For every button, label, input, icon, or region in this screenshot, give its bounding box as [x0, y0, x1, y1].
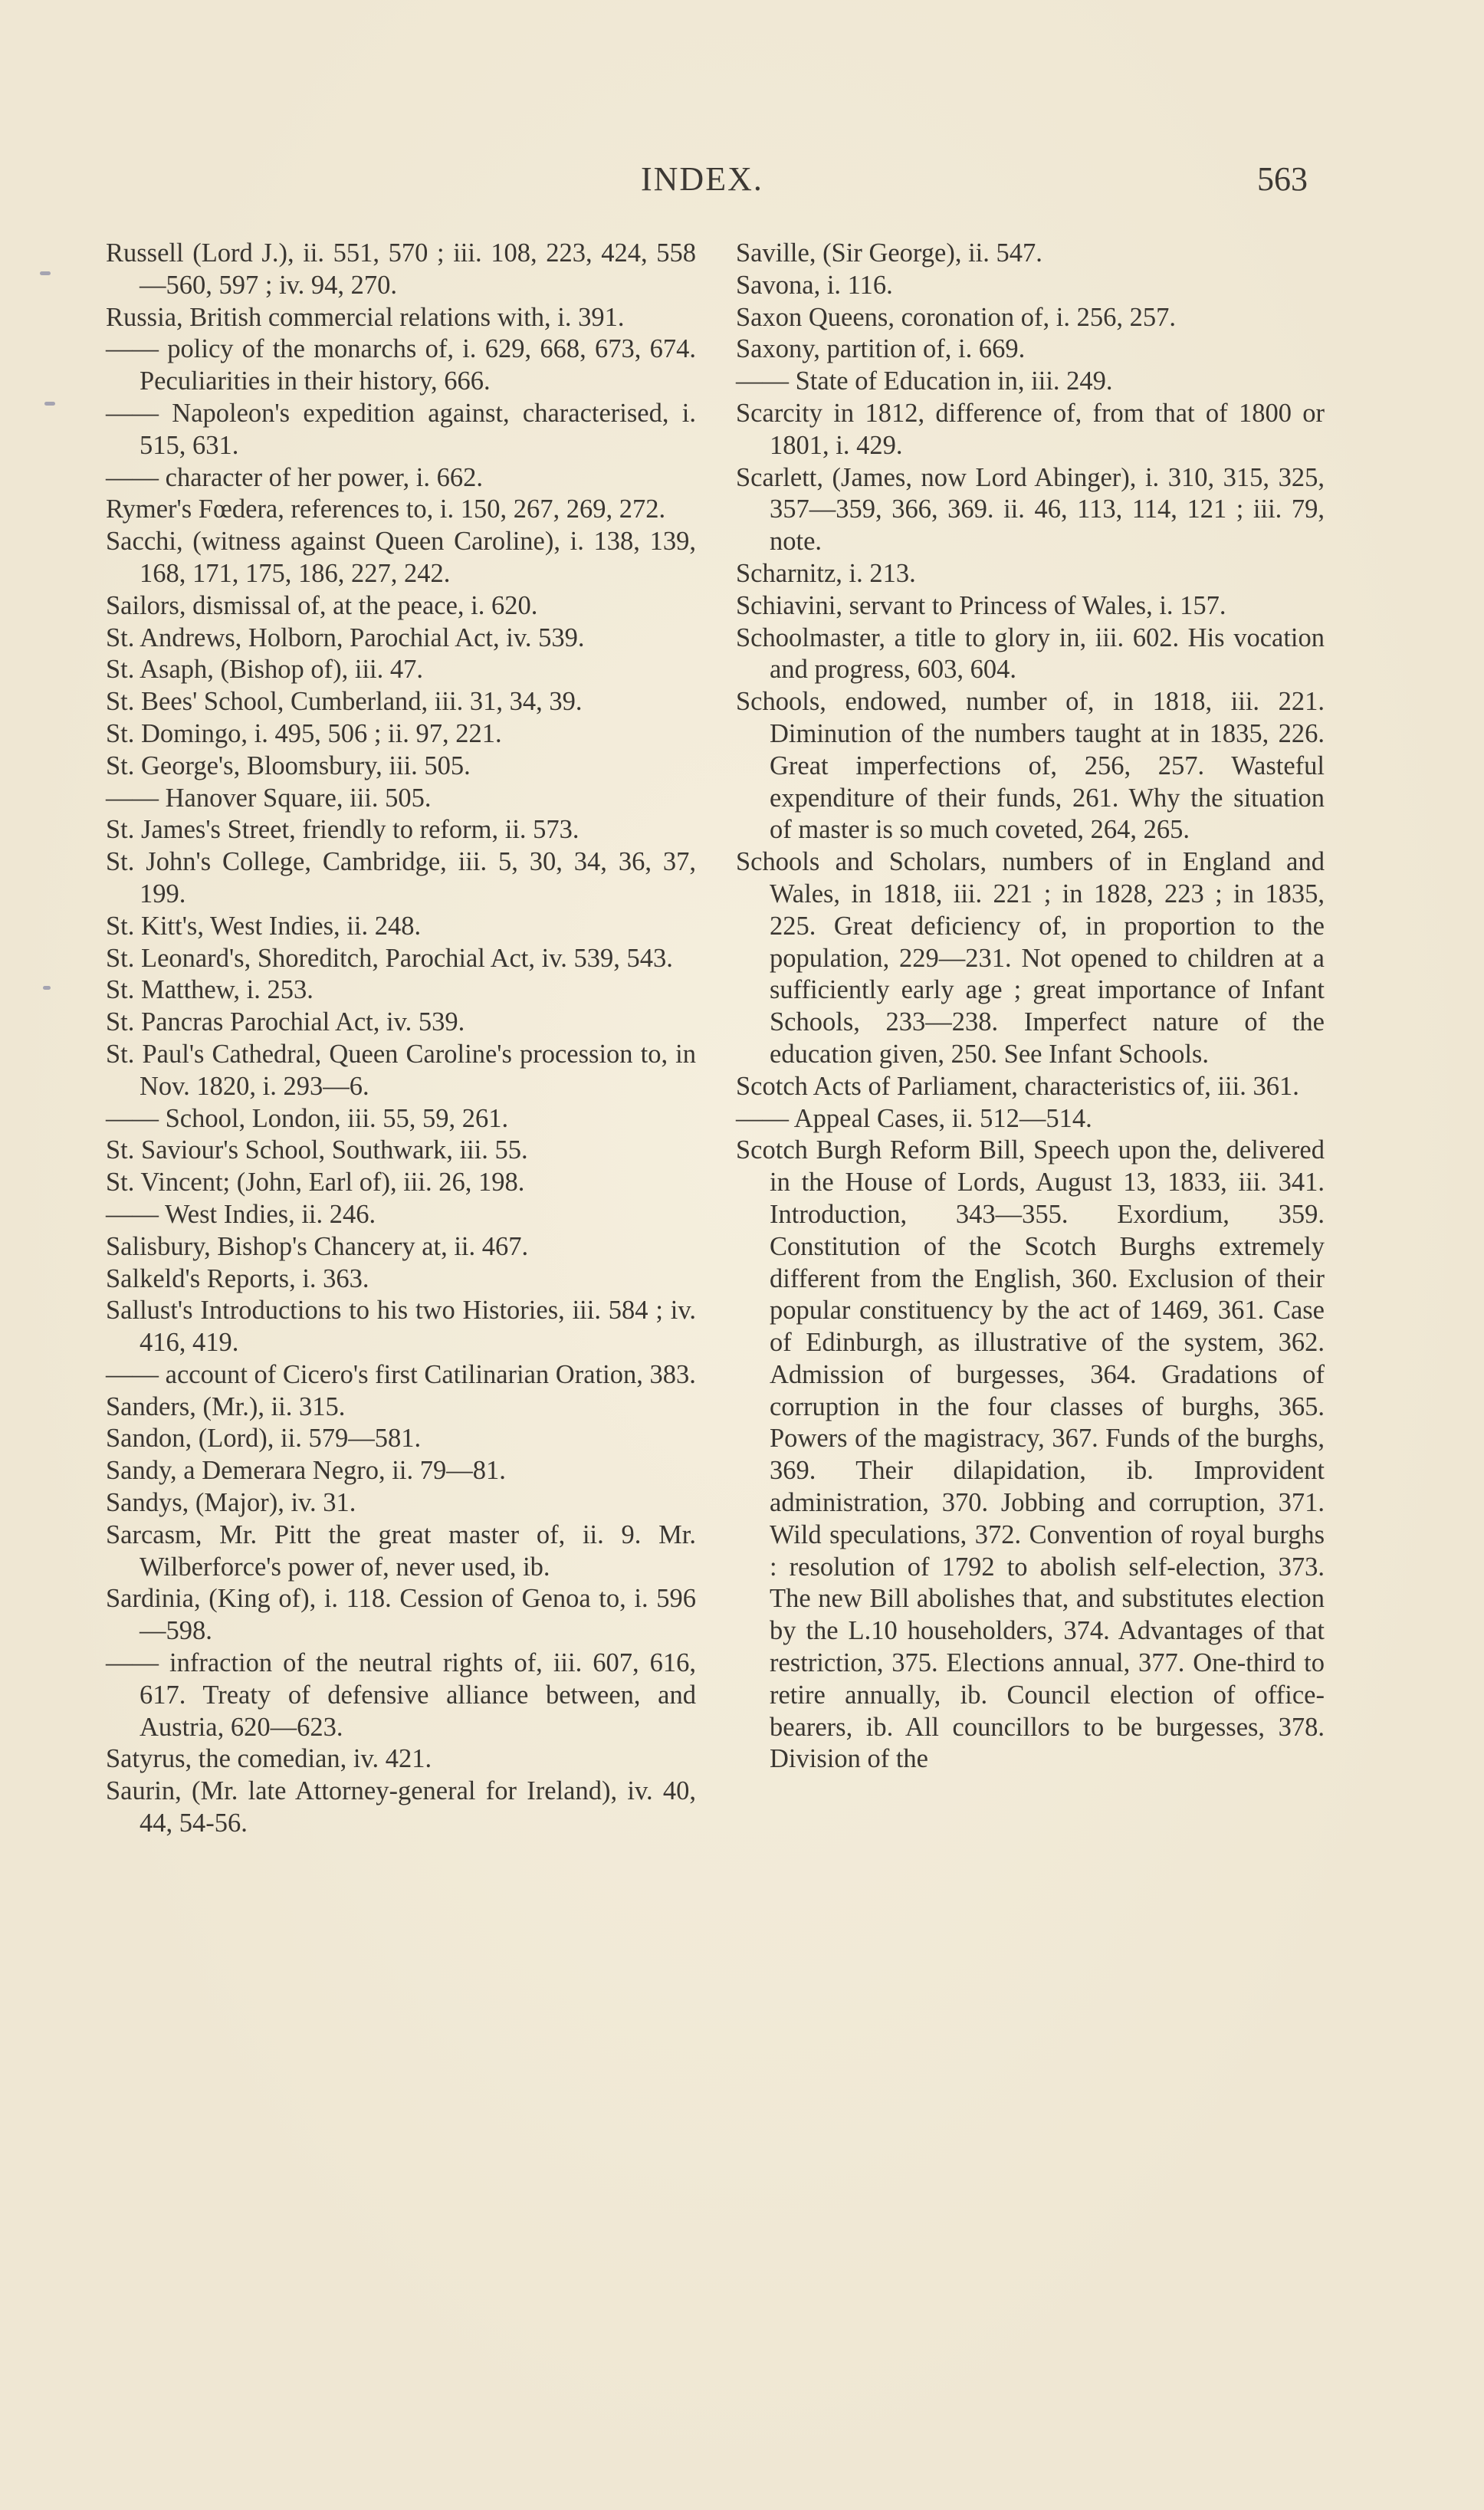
index-entry: Sacchi, (witness against Queen Caroline), i. 138, 139, 168, 171, 175, 186, 227, 242.	[106, 527, 696, 588]
index-entry: Russell (Lord J.), ii. 551, 570 ; iii. 108, 223, 424, 558—560, 597 ; iv. 94, 270.	[106, 238, 696, 300]
index-entry: Sanders, (Mr.), ii. 315.	[106, 1391, 346, 1421]
index-entry: St. Bees' School, Cumberland, iii. 31, 34, 39.	[106, 687, 583, 717]
index-entry: —— account of Cicero's first Catilinarian Oration, 383.	[106, 1359, 696, 1389]
index-entry: Schiavini, servant to Princess of Wales, i. 157.	[736, 590, 1226, 620]
index-entry: Sardinia, (King of), i. 118. Cession of Genoa to, i. 596—598.	[106, 1584, 696, 1646]
index-entry: St. James's Street, friendly to reform, ii. 573.	[106, 815, 579, 845]
index-entry: —— State of Education in, iii. 249.	[736, 366, 1113, 396]
index-entry: Salkeld's Reports, i. 363.	[106, 1263, 369, 1293]
page-number: 563	[1257, 160, 1308, 198]
index-entry: St. Pancras Parochial Act, iv. 539.	[106, 1007, 465, 1037]
index-entry: —— Napoleon's expedition against, characterised, i. 515, 631.	[106, 398, 696, 460]
index-entry: Schoolmaster, a title to glory in, iii. 602. His vocation and progress, 603, 604.	[736, 623, 1325, 685]
index-entry: St. Vincent; (John, Earl of), iii. 26, 198.	[106, 1168, 525, 1198]
index-entry: Savona, i. 116.	[736, 270, 893, 300]
index-entry: Sailors, dismissal of, at the peace, i. 620.	[106, 590, 538, 620]
index-entry: St. Saviour's School, Southwark, iii. 55.	[106, 1135, 528, 1165]
ink-speck	[40, 271, 51, 275]
index-entry: Sandy, a Demerara Negro, ii. 79—81.	[106, 1456, 506, 1486]
index-entry: —— West Indies, ii. 246.	[106, 1199, 376, 1229]
index-entry: —— Appeal Cases, ii. 512—514.	[736, 1103, 1092, 1133]
index-entry: St. Paul's Cathedral, Queen Caroline's procession to, in Nov. 1820, i. 293—6.	[106, 1039, 696, 1101]
index-entry: —— character of her power, i. 662.	[106, 462, 483, 492]
index-entry: St. Matthew, i. 253.	[106, 975, 314, 1005]
index-entry: St. Asaph, (Bishop of), iii. 47.	[106, 655, 424, 685]
index-entry: Scharnitz, i. 213.	[736, 558, 916, 588]
index-entry: St. George's, Bloomsbury, iii. 505.	[106, 751, 471, 780]
index-entry: St. Andrews, Holborn, Parochial Act, iv. 539.	[106, 623, 585, 652]
index-entry: St. John's College, Cambridge, iii. 5, 30, 34, 36, 37, 199.	[106, 847, 696, 908]
index-column-right	[736, 238, 1325, 1776]
index-entry: Satyrus, the comedian, iv. 421.	[106, 1744, 432, 1774]
running-head	[0, 159, 1484, 205]
index-column-left	[106, 238, 696, 1840]
index-entry: —— policy of the monarchs of, i. 629, 668, 673, 674. Peculiarities in their history, 666.	[106, 334, 696, 396]
index-entry: Scarcity in 1812, difference of, from that of 1800 or 1801, i. 429.	[736, 398, 1325, 460]
index-entry: —— Hanover Square, iii. 505.	[106, 783, 432, 813]
index-entry: Saxony, partition of, i. 669.	[736, 334, 1026, 364]
index-entry: Saville, (Sir George), ii. 547.	[736, 238, 1042, 268]
index-entry: St. Domingo, i. 495, 506 ; ii. 97, 221.	[106, 718, 502, 748]
index-entry: Rymer's Fœdera, references to, i. 150, 267, 269, 272.	[106, 494, 666, 524]
index-entry: Saxon Queens, coronation of, i. 256, 257.	[736, 302, 1176, 332]
index-entry: Sallust's Introductions to his two Histories, iii. 584 ; iv. 416, 419.	[106, 1296, 696, 1358]
index-entry: Scotch Burgh Reform Bill, Speech upon the, delivered in the House of Lords, August 13, 1833, iii. 341. Introduction, 343—355. Exordium, 359. Constitution of the Scotch Burghs extremely different from the English, 360. Exclusion of their popular constituency by the act of 1469, 361. Case of Edinburgh, as illustrative of the system, 362. Admission of burgesses, 364. Gradations of corruption in the four classes of burghs, 365. Powers of the magistracy, 367. Funds of the burghs, 369. Their dilapidation, ib. Improvident administration, 370. Jobbing and corruption, 371. Wild speculations, 372. Convention of royal burghs : resolution of 1792 to abolish self-election, 373. The new Bill abolishes that, and substitutes election by the L.10 householders, 374. Advantages of that restriction, 375. Elections annual, 377. One-third to retire annually, ib. Council election of office-bearers, ib. All councillors to be burgesses, 378. Division of the	[736, 1135, 1325, 1774]
index-entry: Scotch Acts of Parliament, characteristics of, iii. 361.	[736, 1071, 1299, 1101]
index-entry: Schools, endowed, number of, in 1818, iii. 221. Diminution of the numbers taught at in 1835, 226. Great imperfections of, 256, 257. Wasteful expenditure of their funds, 261. Why the situation of master is so much coveted, 264, 265.	[736, 687, 1325, 845]
index-entry: St. Kitt's, West Indies, ii. 248.	[106, 911, 422, 941]
index-entry: Sandon, (Lord), ii. 579—581.	[106, 1424, 422, 1454]
page-title: INDEX.	[641, 160, 763, 198]
index-entry: —— School, London, iii. 55, 59, 261.	[106, 1103, 509, 1133]
index-entry: —— infraction of the neutral rights of, iii. 607, 616, 617. Treaty of defensive alliance between, and Austria, 620—623.	[106, 1648, 696, 1742]
index-entry: Schools and Scholars, numbers of in England and Wales, in 1818, iii. 221 ; in 1828, 223 ; in 1835, 225. Great deficiency of, in proportion to the population, 229—231. Not opened to children at a sufficiently early age ; great importance of Infant Schools, 233—238. Imperfect nature of the education given, 250. See Infant Schools.	[736, 847, 1325, 1069]
index-entry: Scarlett, (James, now Lord Abinger), i. 310, 315, 325, 357—359, 366, 369. ii. 46, 113, 114, 121 ; iii. 79, note.	[736, 462, 1325, 557]
index-entry: Russia, British commercial relations with, i. 391.	[106, 302, 625, 332]
index-entry: Sarcasm, Mr. Pitt the great master of, ii. 9. Mr. Wilberforce's power of, never used, ib.	[106, 1519, 696, 1582]
ink-speck	[43, 986, 51, 990]
index-entry: Salisbury, Bishop's Chancery at, ii. 467.	[106, 1231, 529, 1261]
ink-speck	[44, 402, 55, 406]
index-entry: Saurin, (Mr. late Attorney-general for Ireland), iv. 40, 44, 54-56.	[106, 1776, 696, 1838]
index-entry: Sandys, (Major), iv. 31.	[106, 1488, 356, 1518]
index-entry: St. Leonard's, Shoreditch, Parochial Act, iv. 539, 543.	[106, 943, 673, 973]
